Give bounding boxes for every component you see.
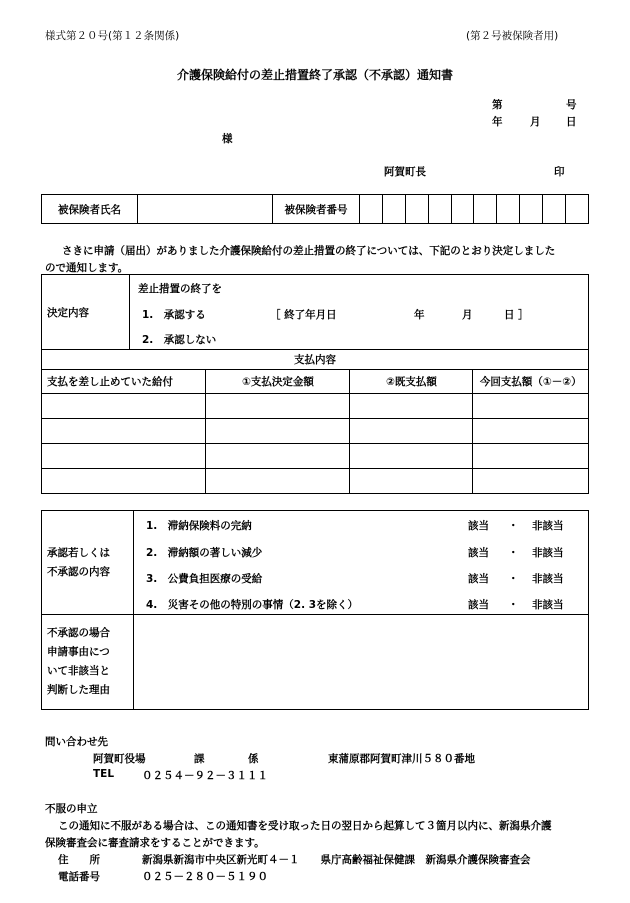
- approval-label-line2: 不承認の内容: [47, 565, 110, 578]
- approval-item-no: 非該当: [532, 547, 564, 559]
- reason-label-line: 不承認の場合: [47, 627, 110, 639]
- payment-cell: [42, 444, 206, 469]
- payment-cell: [350, 394, 473, 419]
- payment-cell: [42, 419, 206, 444]
- digit-cell: [543, 195, 566, 224]
- contact-heading: 問い合わせ先: [45, 736, 108, 748]
- payment-cell: [473, 419, 589, 444]
- payment-cell: [206, 394, 350, 419]
- end-date-month: 月: [462, 309, 473, 321]
- contact-tel-label: TEL: [93, 768, 115, 780]
- payment-cell: [206, 419, 350, 444]
- approval-item-text: 4. 災害その他の特別の事情（2. 3を除く）: [146, 599, 359, 611]
- payment-cell: [473, 469, 589, 494]
- approval-item-text: 2. 滞納額の著しい減少: [146, 547, 263, 559]
- appeal-address: 新潟県新潟市中央区新光町４－１ 県庁高齢福祉保健課 新潟県介護保険審査会: [142, 854, 531, 866]
- insured-name-cell: [138, 195, 273, 224]
- payment-col-paid: ②既支払額: [350, 370, 473, 394]
- payment-cell: [473, 444, 589, 469]
- approval-item-dot: ・: [508, 520, 519, 532]
- reason-label: [42, 615, 134, 710]
- reason-label-line: 申請事由につ: [47, 646, 110, 658]
- payment-cell: [350, 469, 473, 494]
- payment-cell: [42, 469, 206, 494]
- approval-item-yes: 該当: [468, 599, 489, 611]
- reason-label-line: いて非該当と: [47, 665, 110, 677]
- digit-cell: [497, 195, 520, 224]
- insured-number-label: 被保険者番号: [273, 195, 360, 224]
- approval-item-yes: 該当: [468, 573, 489, 585]
- decision-reject: 2. 承認しない: [142, 334, 217, 346]
- payment-title: 支払内容: [42, 350, 589, 370]
- approval-item-no: 非該当: [532, 599, 564, 611]
- digit-cell: [566, 195, 589, 224]
- approval-item-text: 3. 公費負担医療の受給: [146, 573, 263, 585]
- seal-mark: 印: [554, 166, 565, 178]
- approval-item-dot: ・: [508, 547, 519, 559]
- digit-cell: [360, 195, 383, 224]
- end-date-year: 年: [414, 309, 425, 321]
- decision-label: 決定内容: [42, 275, 130, 350]
- decision-heading: 差止措置の終了を: [138, 283, 222, 295]
- intro-line2: ので通知します。: [45, 262, 129, 274]
- approval-content: [134, 511, 589, 615]
- contact-office: 阿賀町役場: [93, 753, 146, 765]
- payment-cell: [350, 419, 473, 444]
- number-dai: 第: [492, 99, 503, 111]
- date-month: 月: [530, 116, 541, 128]
- approval-table: [41, 510, 589, 710]
- digit-cell: [451, 195, 474, 224]
- date-day: 日: [566, 116, 577, 128]
- approval-label-line1: 承認若しくは: [47, 546, 110, 559]
- appeal-phone: ０２５－２８０－５１９０: [142, 871, 268, 883]
- approval-item-no: 非該当: [532, 520, 564, 532]
- reason-content: [134, 615, 589, 710]
- decision-approve: 1. 承認する: [142, 309, 206, 321]
- digit-cell: [382, 195, 405, 224]
- end-date-label: ［ 終了年月日: [270, 309, 337, 321]
- number-go: 号: [566, 99, 577, 111]
- digit-cell: [474, 195, 497, 224]
- contact-ka: 課: [194, 753, 205, 765]
- insured-table: [41, 194, 589, 224]
- approval-item-yes: 該当: [468, 520, 489, 532]
- addressee-sama: 様: [222, 133, 233, 145]
- insured-name-label: 被保険者氏名: [42, 195, 138, 224]
- appeal-heading: 不服の申立: [45, 803, 98, 815]
- payment-cell: [206, 469, 350, 494]
- approval-item-text: 1. 滞納保険料の完納: [146, 520, 252, 532]
- approval-label: [42, 511, 134, 615]
- appeal-line1: この通知に不服がある場合は、この通知書を受け取った日の翌日から起算して３箇月以内に、新潟県介護: [58, 820, 552, 832]
- decision-payment-table: [41, 274, 589, 494]
- payment-cell: [473, 394, 589, 419]
- payment-cell: [206, 444, 350, 469]
- payment-col-current: 今回支払額（①－②）: [473, 370, 589, 394]
- payment-cell: [350, 444, 473, 469]
- digit-cell: [520, 195, 543, 224]
- digit-cell: [405, 195, 428, 224]
- date-year: 年: [492, 116, 503, 128]
- approval-item-dot: ・: [508, 599, 519, 611]
- contact-kakari: 係: [248, 753, 259, 765]
- intro-line1: さきに申請（届出）がありました介護保険給付の差止措置の終了については、下記のとおり決定しました: [62, 245, 556, 257]
- contact-tel: ０２５４－９２－３１１１: [142, 770, 268, 782]
- appeal-phone-label: 電話番号: [58, 871, 100, 883]
- digit-cell: [428, 195, 451, 224]
- decision-content: [130, 275, 589, 350]
- appeal-line2: 保険審査会に審査請求をすることができます。: [45, 837, 265, 849]
- appeal-address-label: 住 所: [58, 854, 100, 866]
- approval-item-no: 非該当: [532, 573, 564, 585]
- form-type: (第２号被保険者用): [466, 30, 559, 42]
- issuer: 阿賀町長: [384, 166, 426, 178]
- payment-col-decided: ①支払決定金額: [206, 370, 350, 394]
- approval-item-dot: ・: [508, 573, 519, 585]
- end-date-day: 日 ］: [504, 309, 529, 321]
- document-title: 介護保険給付の差止措置終了承認（不承認）通知書: [176, 68, 453, 82]
- approval-item-yes: 該当: [468, 547, 489, 559]
- reason-label-line: 判断した理由: [47, 684, 110, 696]
- form-number: 様式第２０号(第１２条関係): [45, 30, 180, 42]
- payment-cell: [42, 394, 206, 419]
- contact-address: 東蒲原郡阿賀町津川５８０番地: [328, 753, 475, 765]
- payment-col-suspended: 支払を差し止めていた給付: [42, 370, 206, 394]
